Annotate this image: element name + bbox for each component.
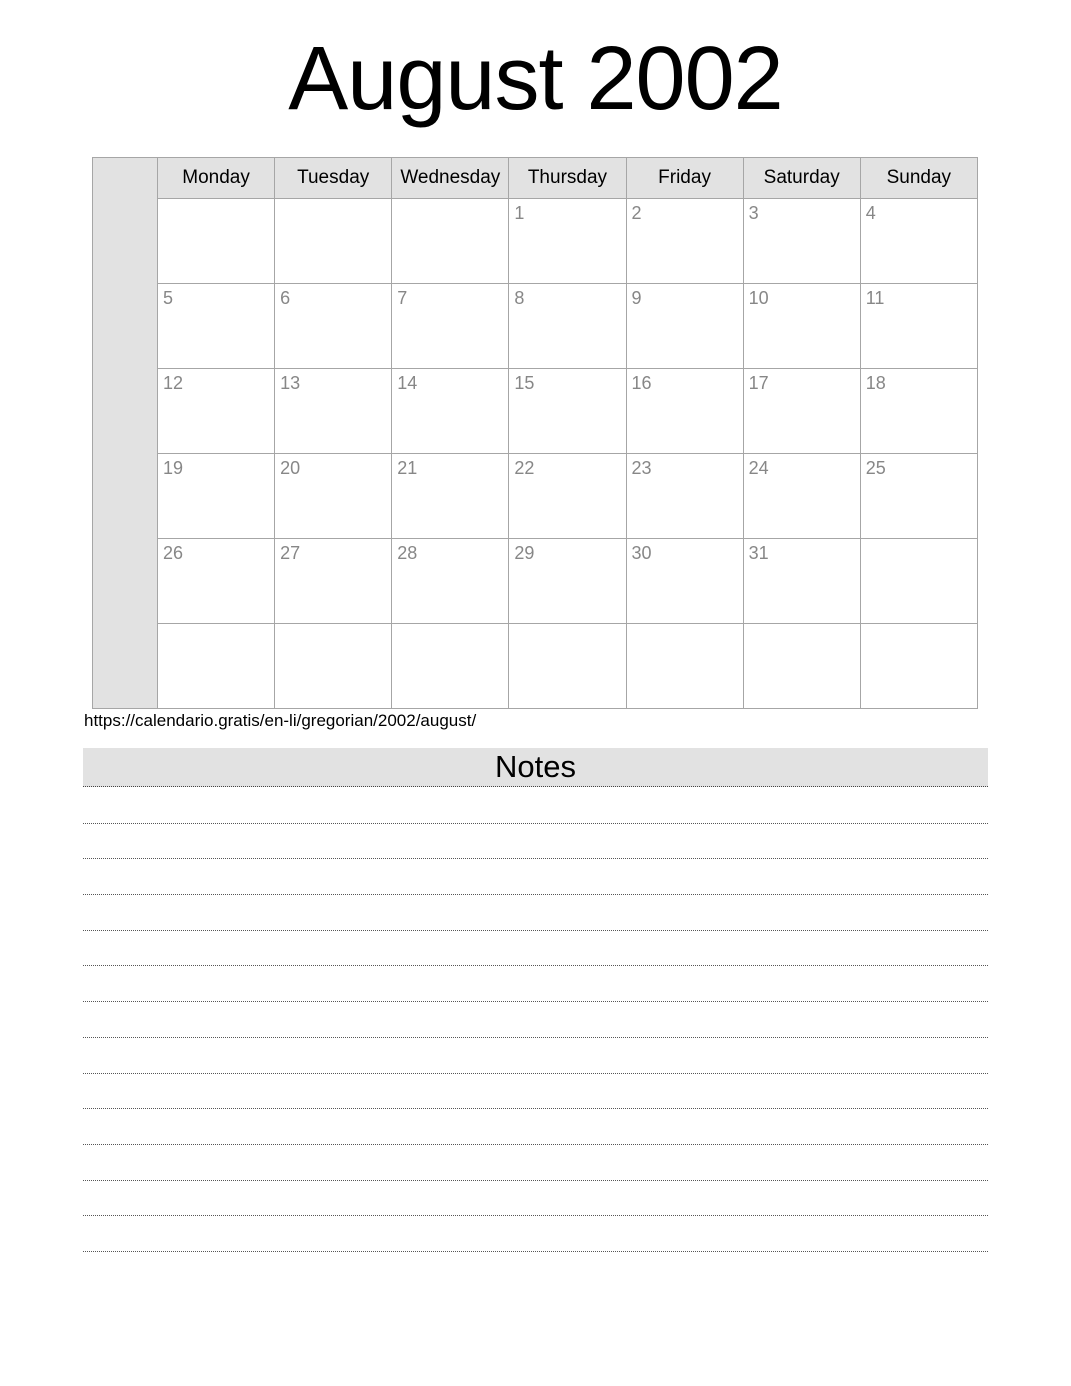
day-header-monday: Monday xyxy=(158,158,275,199)
day-cell xyxy=(626,199,743,284)
day-cell xyxy=(509,454,626,539)
day-cell xyxy=(392,454,509,539)
calendar-week-row xyxy=(93,284,978,369)
date-number: 26 xyxy=(163,543,184,563)
notes-ruled-area xyxy=(83,788,988,1252)
day-cell xyxy=(626,624,743,709)
notes-line xyxy=(83,1038,988,1074)
date-number: 14 xyxy=(397,373,418,393)
date-number: 12 xyxy=(163,373,184,393)
day-cell xyxy=(275,624,392,709)
day-cell xyxy=(743,199,860,284)
notes-line xyxy=(83,1145,988,1181)
day-cell xyxy=(275,199,392,284)
date-number: 23 xyxy=(631,458,652,478)
calendar-week-row xyxy=(93,624,978,709)
notes-line xyxy=(83,788,988,824)
date-number: 30 xyxy=(631,543,652,563)
day-cell xyxy=(743,369,860,454)
date-number: 11 xyxy=(865,288,885,308)
date-number: 17 xyxy=(748,373,769,393)
notes-line xyxy=(83,966,988,1002)
day-cell xyxy=(509,199,626,284)
day-cell xyxy=(626,454,743,539)
date-number: 20 xyxy=(280,458,301,478)
date-number: 4 xyxy=(865,203,876,223)
day-cell xyxy=(392,199,509,284)
day-cell xyxy=(392,369,509,454)
date-number: 8 xyxy=(514,288,525,308)
day-cell xyxy=(743,539,860,624)
source-url-text: https://calendario.gratis/en-li/gregorian/2002/august/ xyxy=(84,711,477,730)
date-number: 16 xyxy=(631,373,652,393)
day-cell xyxy=(509,284,626,369)
day-cell xyxy=(860,539,977,624)
week-gutter-column xyxy=(93,158,158,709)
date-number: 6 xyxy=(280,288,291,308)
day-cell xyxy=(860,454,977,539)
calendar-week-row xyxy=(93,369,978,454)
notes-header-bar xyxy=(83,748,988,787)
day-cell xyxy=(158,454,275,539)
date-number: 9 xyxy=(631,288,642,308)
day-header-thursday: Thursday xyxy=(509,158,626,199)
day-cell xyxy=(275,539,392,624)
day-header-wednesday: Wednesday xyxy=(392,158,509,199)
date-number: 18 xyxy=(865,373,886,393)
notes-line xyxy=(83,1109,988,1145)
day-cell xyxy=(743,624,860,709)
day-header-sunday: Sunday xyxy=(860,158,977,199)
calendar-week-row xyxy=(93,199,978,284)
date-number: 19 xyxy=(163,458,184,478)
notes-line xyxy=(83,1074,988,1110)
day-cell xyxy=(392,284,509,369)
day-cell xyxy=(743,454,860,539)
notes-line xyxy=(83,1181,988,1217)
day-cell xyxy=(275,454,392,539)
date-number: 3 xyxy=(748,203,759,223)
notes-line xyxy=(83,859,988,895)
calendar-grid xyxy=(92,157,978,709)
day-cell xyxy=(509,539,626,624)
calendar-header-row xyxy=(93,158,978,199)
notes-line xyxy=(83,895,988,931)
day-header-friday: Friday xyxy=(626,158,743,199)
day-cell xyxy=(860,199,977,284)
day-cell xyxy=(275,369,392,454)
day-cell xyxy=(860,369,977,454)
day-cell xyxy=(158,624,275,709)
date-number: 28 xyxy=(397,543,418,563)
day-cell xyxy=(158,199,275,284)
day-cell xyxy=(626,369,743,454)
date-number: 22 xyxy=(514,458,535,478)
notes-line xyxy=(83,1002,988,1038)
date-number: 15 xyxy=(514,373,535,393)
date-number: 27 xyxy=(280,543,301,563)
day-cell xyxy=(158,284,275,369)
date-number: 7 xyxy=(397,288,408,308)
date-number: 21 xyxy=(397,458,418,478)
day-header-tuesday: Tuesday xyxy=(275,158,392,199)
page-title: August 2002 xyxy=(288,29,783,129)
notes-title: Notes xyxy=(495,749,576,784)
notes-line xyxy=(83,824,988,860)
day-cell xyxy=(860,624,977,709)
day-cell xyxy=(626,539,743,624)
date-number: 31 xyxy=(748,543,769,563)
calendar-week-row xyxy=(93,539,978,624)
day-cell xyxy=(860,284,977,369)
day-cell xyxy=(392,624,509,709)
notes-line xyxy=(83,931,988,967)
date-number: 24 xyxy=(748,458,769,478)
notes-line xyxy=(83,1216,988,1252)
day-cell xyxy=(509,369,626,454)
date-number: 1 xyxy=(514,203,525,223)
date-number: 29 xyxy=(514,543,535,563)
date-number: 10 xyxy=(748,288,769,308)
day-cell xyxy=(158,539,275,624)
date-number: 25 xyxy=(865,458,886,478)
day-cell xyxy=(392,539,509,624)
day-cell xyxy=(743,284,860,369)
date-number: 13 xyxy=(280,373,301,393)
day-header-saturday: Saturday xyxy=(743,158,860,199)
day-cell xyxy=(275,284,392,369)
date-number: 2 xyxy=(631,203,642,223)
calendar-week-row xyxy=(93,454,978,539)
date-number: 5 xyxy=(163,288,174,308)
day-cell xyxy=(509,624,626,709)
day-cell xyxy=(626,284,743,369)
day-cell xyxy=(158,369,275,454)
